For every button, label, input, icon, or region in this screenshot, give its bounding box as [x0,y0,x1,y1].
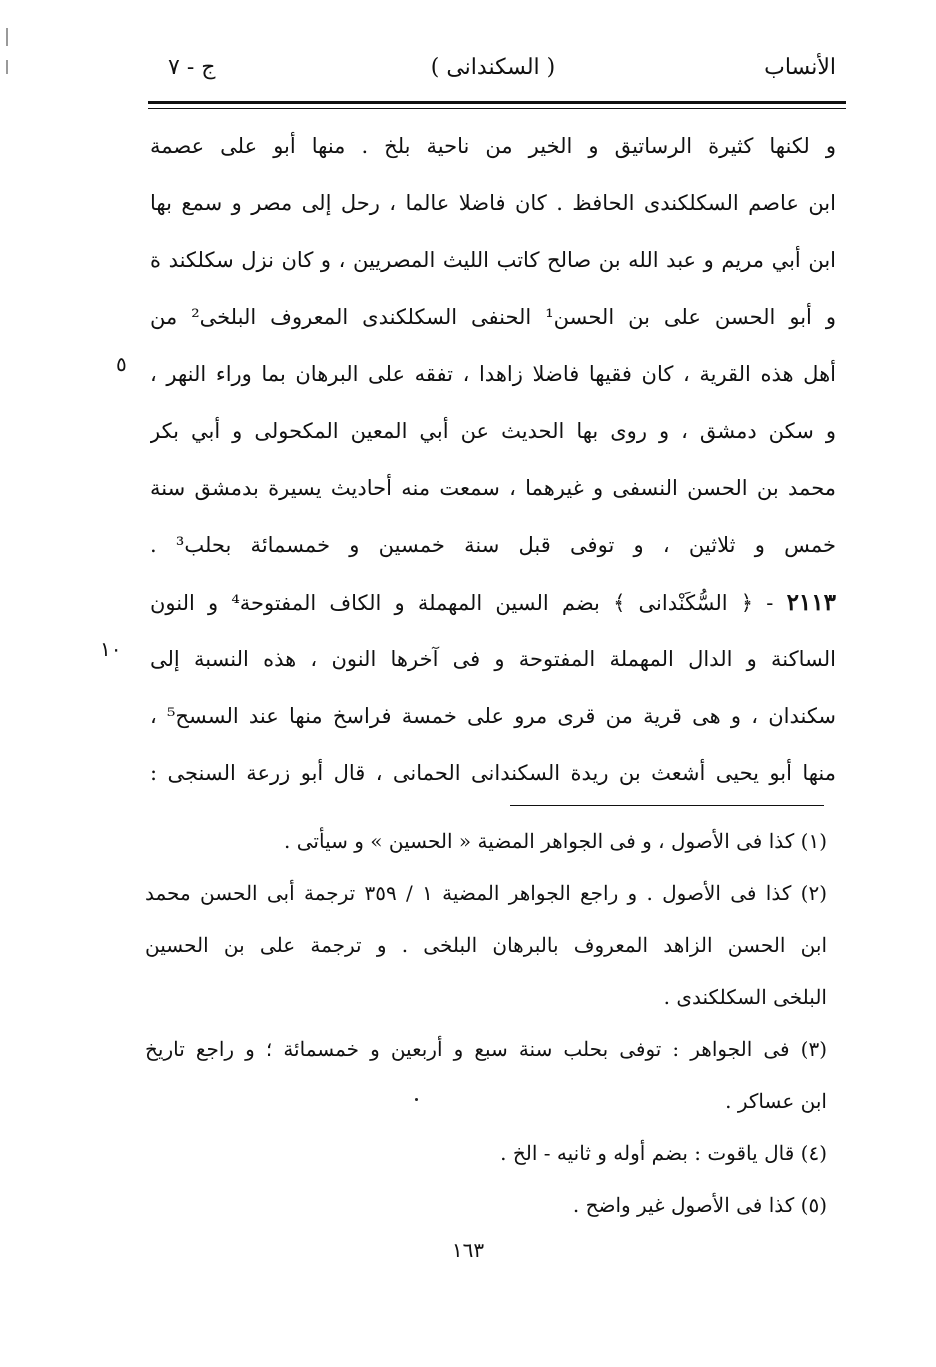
scan-speck [415,1098,418,1101]
entry-title: ﴿ السُّكَنْدانى ﴾ [613,591,754,615]
footnote-4: (٤) قال ياقوت : بضم أوله و ثانيه - الخ . [500,1141,827,1165]
main-text [150,118,836,802]
footnote-5: (٥) كذا فى الأصول غير واضح . [572,1193,827,1217]
header-book-title: الأنساب [764,55,836,80]
text-line: و لكنها كثيرة الرساتيق و الخير من ناحية بلخ . منها أبو على عصمة [150,134,836,158]
entry-number: ٢١١٣ [786,589,836,616]
text-line: منها أبو يحيى أشعث بن ريدة السكندانى الحمانى ، قال أبو زرعة السنجى : [150,761,836,785]
footnote-2-end: البلخى السكلكندى . [663,985,827,1009]
page-number: ١٦٣ [451,1238,485,1262]
running-header [150,55,836,95]
text-line: و أبو الحسن على بن الحسن¹ الحنفى السكلكندى المعروف البلخى² من [150,305,836,329]
header-rule-thin [148,108,846,109]
text-line: ابن أبي مريم و عبد الله بن صالح كاتب الليث المصريين ، و كان نزل سكلكند ة [150,248,836,272]
text-line: سكندان ، و هى قرية من قرى مرو على خمسة فراسخ منها عند السسح⁵ ، [150,704,836,728]
text-line: خمس و ثلاثين ، و توفى قبل سنة خمسين و خمسمائة بحلب³ . [150,533,836,557]
footnote-2-continued: ابن الحسن الزاهد المعروف بالبرهان البلخى . و ترجمة على بن الحسين [145,933,827,957]
text-line: الساكنة و الدال المهملة المفتوحة و فى آخرها النون ، هذه النسبة إلى [150,647,836,671]
footnote-2: (٢) كذا فى الأصول . و راجع الجواهر المضية ١ / ٣٥٩ ترجمة أبى الحسن محمد [145,881,827,905]
footnotes [145,815,827,1231]
header-rule-thick [148,101,846,104]
scan-edge-mark-top [6,28,8,46]
header-volume-number: ج - ٧ [168,55,216,80]
text-line: أهل هذه القرية ، كان فقيها فاضلا زاهدا ، تفقه على البرهان بما وراء النهر ، [150,362,836,386]
header-entry-title: ( السكندانى ) [430,55,556,80]
scan-edge-mark-lower [6,60,8,74]
text-line: و سكن دمشق ، و روى بها الحديث عن أبي المعين المكحولى و أبي بكر [150,419,836,443]
footnote-3: (٣) فى الجواهر : توفى بحلب سنة سبع و أربعين و خمسمائة ؛ و راجع تاريخ [145,1037,827,1061]
margin-line-number-10: ١٠ [100,637,122,661]
footnote-1: (١) كذا فى الأصول ، و فى الجواهر المضية « الحسين » و سيأتى . [284,829,827,853]
entry-text: بضم السين المهملة و الكاف المفتوحة⁴ و النون [150,591,600,615]
text-line: ابن عاصم السكلكندى الحافظ . كان فاضلا عالما ، رحل إلى مصر و سمع بها [150,191,836,215]
margin-line-number-5: ٥ [116,352,127,376]
footnote-separator [510,805,824,806]
text-line: محمد بن الحسن النسفى و غيرهما ، سمعت منه أحاديث يسيرة بدمشق سنة [150,476,836,500]
footnote-3-end: ابن عساكر . [725,1089,827,1113]
entry-heading-line: ٢١١٣ - ﴿ السُّكَنْدانى ﴾ بضم السين المهملة و الكاف المفتوحة⁴ و النون [150,589,836,616]
